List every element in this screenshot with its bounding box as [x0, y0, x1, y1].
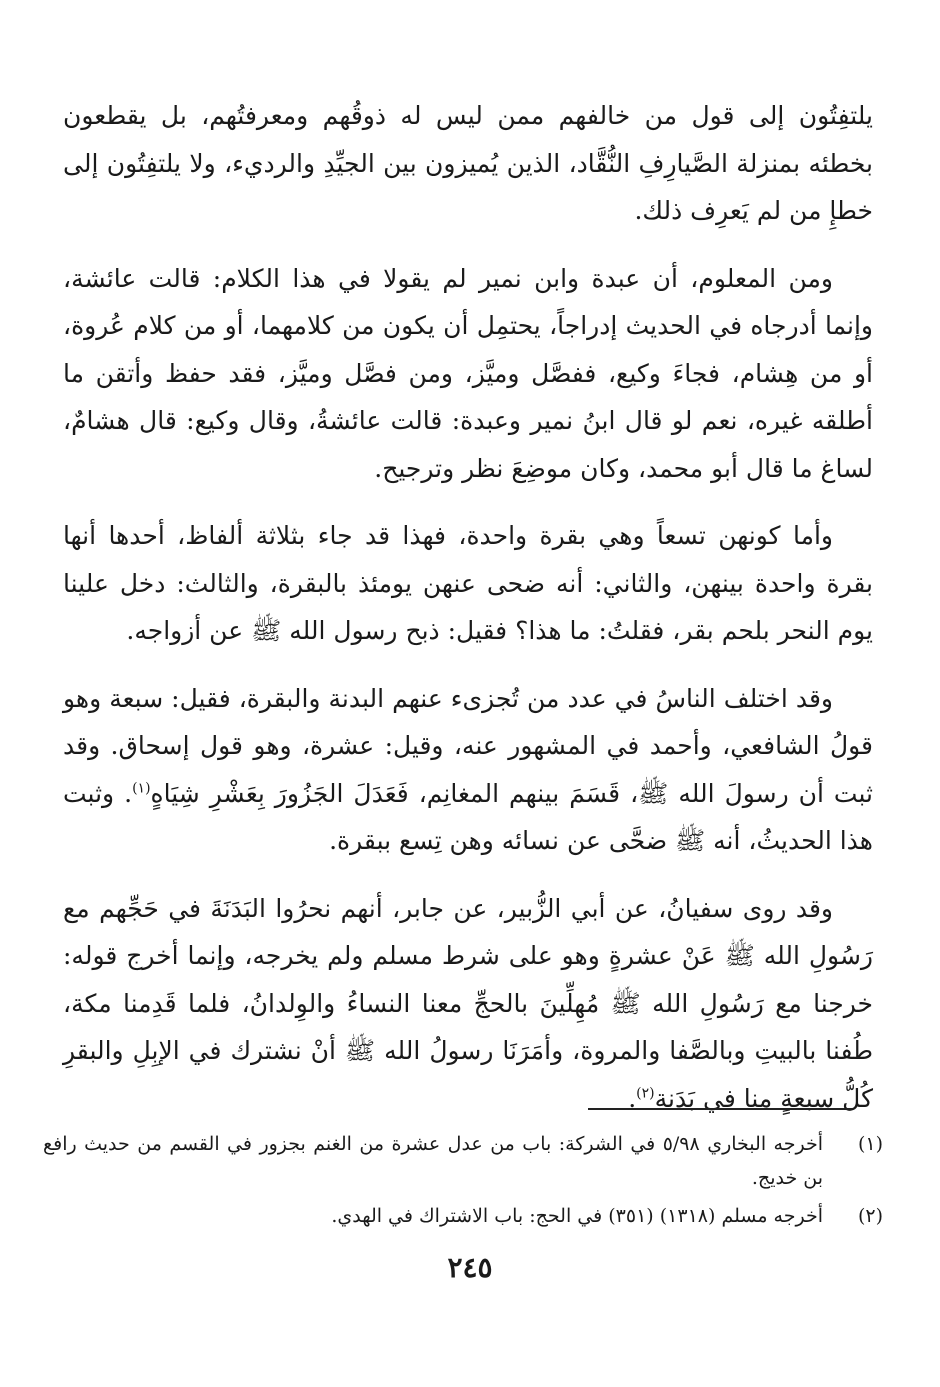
paragraph-4-text: وقد اختلف الناسُ في عدد من تُجزىء عنهم البدنة والبقرة، فقيل: سبعة وهو قولُ الشافعي، وأحمد في المشهور عنه، وقيل: عشرة، وهو قول إسحاق. وقد ثبت أن رسولَ الله ﷺ، قَسَمَ بينهم المغانِم، فَعَدَلَ الجَزُورَ بِعَشْرِ شِيَاهٍ	[63, 683, 873, 808]
paragraph-3	[63, 512, 873, 655]
paragraph-5	[63, 885, 873, 1123]
footnote-1-text: أخرجه البخاري ٥/٩٨ في الشركة: باب من عدل عشرة من الغنم بجزور في القسم من حديث رافع بن خديج.	[43, 1133, 823, 1189]
main-text	[63, 92, 873, 1122]
footnote-ref-2[interactable]: (٢)	[636, 1085, 655, 1102]
page-number: ٢٤٥	[447, 1251, 493, 1284]
footnote-1	[43, 1127, 883, 1195]
paragraph-4	[63, 675, 873, 865]
footnotes	[43, 1127, 883, 1237]
footnote-divider	[588, 1108, 852, 1110]
footnote-2-number: (٢)	[857, 1205, 883, 1227]
paragraph-2-text: ومن المعلوم، أن عبدة وابن نمير لم يقولا في هذا الكلام: قالت عائشة، وإنما أدرجاه في الحديث إدراجاً، يحتمِل أن يكون من كلامهما، أو من كلام عُروة، أو من هِشام، فجاءَ وكيع، ففصَّل وميَّز، ومن فصَّل وميَّز، فقد حفظ وأتقن ما أطلقه غيره، نعم لو قال ابنُ نمير وعبدة: قالت عائشةُ، وقال وكيع: قال هشامٌ، لساغ ما قال أبو محمد، وكان موضِعَ نظر وترجيح.	[63, 263, 873, 483]
footnote-1-number: (١)	[857, 1133, 883, 1155]
paragraph-4-text-after: . وثبت هذا الحديثُ، أنه ﷺ ضحَّى عن نسائه وهن تِسع ببقرة.	[63, 778, 873, 855]
paragraph-5-text-after: .	[628, 1083, 637, 1113]
footnote-2	[43, 1199, 883, 1233]
paragraph-3-text: وأما كونهن تسعاً وهي بقرة واحدة، فهذا قد جاء بثلاثة ألفاظ، أحدها أنها بقرة واحدة بينهن، والثاني: أنه ضحى عنهن يومئذ بالبقرة، والثالث: دخل علينا يوم النحر بلحم بقر، فقلتُ: ما هذا؟ فقيل: ذبح رسول الله ﷺ عن أزواجه.	[63, 521, 873, 645]
paragraph-1	[63, 92, 873, 235]
footnote-2-text: أخرجه مسلم (١٣١٨) (٣٥١) في الحج: باب الاشتراك في الهدي.	[331, 1205, 823, 1227]
paragraph-5-text: وقد روى سفيانُ، عن أبي الزُّبير، عن جابر، أنهم نحرُوا البَدَنَةَ في حَجِّهم مع رَسُولِ الله ﷺ عَنْ عشرةٍ وهو على شرط مسلم ولم يخرجه، وإنما أخرج قوله: خرجنا مع رَسُولِ الله ﷺ مُهِلِّينَ بالحجِّ معنا النساءُ والوِلدانُ، فلما قَدِمنا مكة، طُفنا بالبيتِ وبالصَّفا والمروة، وأمَرَنَا رسولُ الله ﷺ أنْ نشترك في الإبِلِ والبقرِ كُلُّ سبعةٍ منا في بَدَنة	[63, 893, 873, 1113]
footnote-ref-1[interactable]: (١)	[132, 780, 151, 797]
paragraph-1-text: يلتفِتُون إلى قول من خالفهم ممن ليس له ذوقُهم ومعرفتُهم، بل يقطعون بخطئه بمنزلة الصَّيارِفِ النُّقَّاد، الذين يُميزون بين الجيِّدِ والرديء، ولا يلتفِتُون إلى خطإِ من لم يَعرِف ذلك.	[63, 101, 873, 225]
paragraph-2	[63, 255, 873, 493]
